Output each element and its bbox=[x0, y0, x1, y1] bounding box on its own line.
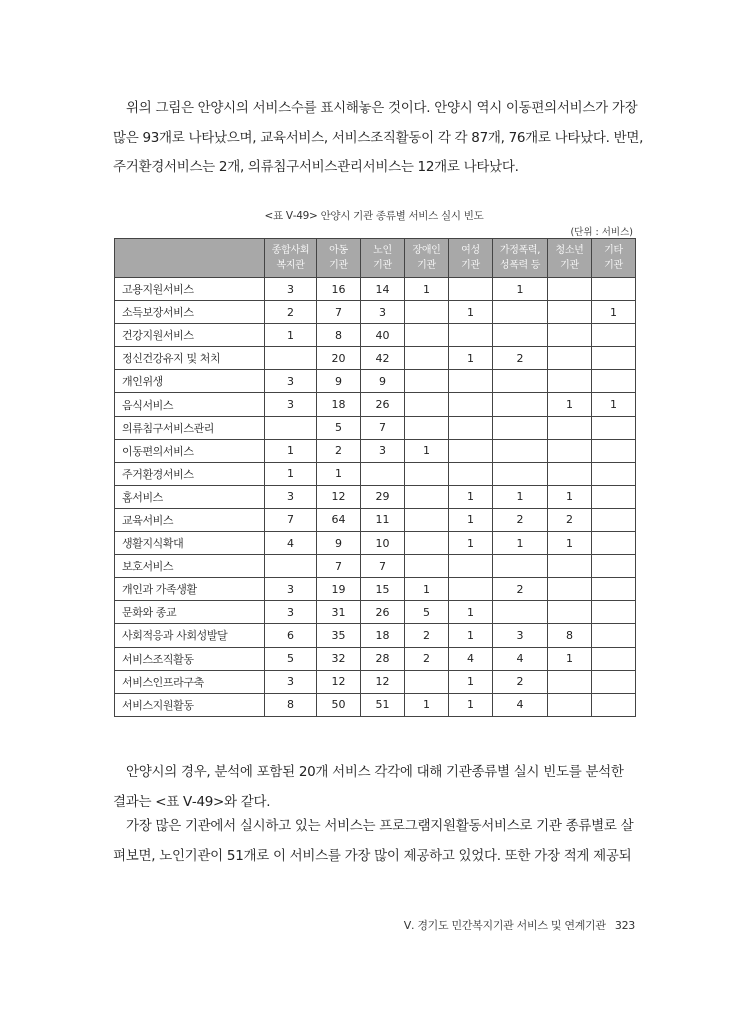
frequency-cell: 9 bbox=[317, 370, 361, 393]
frequency-cell bbox=[548, 693, 592, 716]
table-row bbox=[115, 301, 636, 324]
frequency-cell bbox=[493, 301, 548, 324]
frequency-cell bbox=[449, 324, 493, 347]
frequency-cell: 8 bbox=[265, 693, 317, 716]
frequency-cell: 20 bbox=[317, 347, 361, 370]
service-name-cell: 교육서비스 bbox=[115, 508, 265, 531]
closing-paragraph bbox=[113, 812, 635, 871]
frequency-cell: 1 bbox=[449, 508, 493, 531]
frequency-cell: 1 bbox=[449, 301, 493, 324]
frequency-cell bbox=[405, 370, 449, 393]
analysis-paragraph bbox=[113, 758, 635, 817]
column-header-line: 복지관 bbox=[276, 260, 305, 271]
page-number: 323 bbox=[614, 919, 635, 932]
service-name-cell: 이동편의서비스 bbox=[115, 439, 265, 462]
frequency-cell bbox=[592, 532, 636, 555]
frequency-cell bbox=[592, 278, 636, 301]
frequency-cell: 8 bbox=[317, 324, 361, 347]
frequency-cell: 28 bbox=[361, 647, 405, 670]
frequency-cell bbox=[493, 555, 548, 578]
frequency-cell bbox=[548, 462, 592, 485]
service-name-cell: 개인과 가족생활 bbox=[115, 578, 265, 601]
frequency-cell bbox=[592, 670, 636, 693]
frequency-cell: 18 bbox=[361, 624, 405, 647]
frequency-cell: 1 bbox=[449, 601, 493, 624]
frequency-cell: 7 bbox=[317, 301, 361, 324]
frequency-cell: 1 bbox=[449, 347, 493, 370]
frequency-cell bbox=[592, 601, 636, 624]
table-row bbox=[115, 670, 636, 693]
frequency-cell bbox=[493, 324, 548, 347]
frequency-cell: 3 bbox=[265, 670, 317, 693]
intro-line: 많은 93개로 나타났으며, 교육서비스, 서비스조직활동이 각 각 87개, 76개로 나타났다. 반면, bbox=[113, 129, 644, 146]
frequency-cell bbox=[493, 601, 548, 624]
frequency-cell: 11 bbox=[361, 508, 405, 531]
frequency-cell: 1 bbox=[493, 532, 548, 555]
frequency-cell bbox=[265, 347, 317, 370]
frequency-cell bbox=[405, 416, 449, 439]
frequency-cell bbox=[592, 347, 636, 370]
frequency-cell: 26 bbox=[361, 393, 405, 416]
analysis-line: 안양시의 경우, 분석에 포함된 20개 서비스 각각에 대해 기관종류별 실시 빈도를 분석한 bbox=[126, 764, 624, 780]
frequency-cell: 7 bbox=[361, 555, 405, 578]
frequency-cell: 4 bbox=[449, 647, 493, 670]
column-header-line: 아동 bbox=[329, 245, 348, 256]
frequency-cell: 40 bbox=[361, 324, 405, 347]
frequency-cell: 15 bbox=[361, 578, 405, 601]
frequency-cell bbox=[405, 532, 449, 555]
frequency-cell: 1 bbox=[265, 324, 317, 347]
service-name-cell: 개인위생 bbox=[115, 370, 265, 393]
frequency-cell: 1 bbox=[449, 670, 493, 693]
service-name-cell: 서비스조직활동 bbox=[115, 647, 265, 670]
footer-chapter: Ⅴ. 경기도 민간복지기관 서비스 및 연계기관 bbox=[403, 919, 606, 932]
table-row bbox=[115, 485, 636, 508]
frequency-cell: 1 bbox=[449, 485, 493, 508]
frequency-cell bbox=[493, 462, 548, 485]
frequency-cell bbox=[592, 555, 636, 578]
column-header-line: 기관 bbox=[329, 260, 348, 271]
frequency-cell: 18 bbox=[317, 393, 361, 416]
frequency-cell: 50 bbox=[317, 693, 361, 716]
frequency-cell bbox=[449, 278, 493, 301]
column-header-line: 기관 bbox=[417, 260, 436, 271]
frequency-cell: 5 bbox=[265, 647, 317, 670]
frequency-cell: 1 bbox=[493, 485, 548, 508]
frequency-cell bbox=[548, 370, 592, 393]
frequency-cell bbox=[548, 278, 592, 301]
frequency-cell: 16 bbox=[317, 278, 361, 301]
frequency-cell: 3 bbox=[265, 370, 317, 393]
frequency-cell bbox=[449, 578, 493, 601]
table-header-row bbox=[115, 239, 636, 278]
frequency-cell bbox=[405, 555, 449, 578]
frequency-cell bbox=[405, 670, 449, 693]
frequency-cell bbox=[592, 508, 636, 531]
frequency-cell bbox=[592, 370, 636, 393]
service-name-cell: 문화와 종교 bbox=[115, 601, 265, 624]
frequency-cell bbox=[592, 578, 636, 601]
frequency-cell bbox=[449, 439, 493, 462]
frequency-cell bbox=[493, 370, 548, 393]
service-name-cell: 생활지식확대 bbox=[115, 532, 265, 555]
frequency-cell bbox=[361, 462, 405, 485]
frequency-cell: 2 bbox=[493, 347, 548, 370]
frequency-cell bbox=[592, 462, 636, 485]
table-unit: (단위 : 서비스) bbox=[570, 227, 633, 238]
column-header bbox=[493, 239, 548, 278]
header-blank-cell bbox=[115, 239, 265, 278]
frequency-cell bbox=[405, 508, 449, 531]
frequency-cell bbox=[592, 439, 636, 462]
frequency-cell: 7 bbox=[265, 508, 317, 531]
service-name-cell: 서비스지원활동 bbox=[115, 693, 265, 716]
frequency-cell: 31 bbox=[317, 601, 361, 624]
frequency-cell bbox=[548, 439, 592, 462]
frequency-cell: 3 bbox=[361, 301, 405, 324]
frequency-cell bbox=[548, 416, 592, 439]
frequency-cell: 35 bbox=[317, 624, 361, 647]
table-row bbox=[115, 347, 636, 370]
frequency-cell: 2 bbox=[405, 624, 449, 647]
frequency-cell: 2 bbox=[493, 508, 548, 531]
table-row bbox=[115, 555, 636, 578]
page-footer bbox=[404, 917, 635, 933]
frequency-cell bbox=[548, 347, 592, 370]
frequency-cell: 4 bbox=[265, 532, 317, 555]
table-row bbox=[115, 370, 636, 393]
column-header-line: 기관 bbox=[373, 260, 392, 271]
frequency-cell: 7 bbox=[317, 555, 361, 578]
service-name-cell: 서비스인프라구축 bbox=[115, 670, 265, 693]
frequency-cell: 12 bbox=[317, 485, 361, 508]
frequency-cell bbox=[548, 324, 592, 347]
frequency-cell: 3 bbox=[265, 278, 317, 301]
service-name-cell: 건강지원서비스 bbox=[115, 324, 265, 347]
frequency-cell: 7 bbox=[361, 416, 405, 439]
table-row bbox=[115, 439, 636, 462]
frequency-cell bbox=[548, 301, 592, 324]
frequency-cell bbox=[592, 647, 636, 670]
frequency-cell: 1 bbox=[493, 278, 548, 301]
frequency-cell bbox=[449, 555, 493, 578]
analysis-line: 결과는 <표 Ⅴ-49>와 같다. bbox=[113, 793, 271, 810]
column-header bbox=[405, 239, 449, 278]
frequency-cell bbox=[449, 370, 493, 393]
table-row bbox=[115, 508, 636, 531]
table-row bbox=[115, 324, 636, 347]
frequency-cell: 1 bbox=[265, 439, 317, 462]
frequency-cell: 1 bbox=[592, 301, 636, 324]
table-caption: <표 Ⅴ-49> 안양시 기관 종류별 서비스 실시 빈도 bbox=[264, 210, 484, 222]
frequency-cell: 64 bbox=[317, 508, 361, 531]
frequency-cell: 8 bbox=[548, 624, 592, 647]
column-header bbox=[265, 239, 317, 278]
frequency-cell: 9 bbox=[317, 532, 361, 555]
frequency-cell bbox=[493, 439, 548, 462]
frequency-cell: 1 bbox=[405, 693, 449, 716]
frequency-cell: 1 bbox=[405, 578, 449, 601]
table-row bbox=[115, 532, 636, 555]
intro-paragraph bbox=[113, 94, 644, 183]
frequency-cell: 29 bbox=[361, 485, 405, 508]
frequency-cell: 2 bbox=[265, 301, 317, 324]
frequency-cell: 4 bbox=[493, 693, 548, 716]
column-header-line: 종합사회 bbox=[271, 245, 310, 256]
frequency-cell bbox=[405, 485, 449, 508]
frequency-cell bbox=[548, 578, 592, 601]
frequency-cell: 3 bbox=[265, 393, 317, 416]
frequency-cell: 1 bbox=[317, 462, 361, 485]
frequency-cell bbox=[405, 393, 449, 416]
table-row bbox=[115, 416, 636, 439]
intro-line: 주거환경서비스는 2개, 의류침구서비스관리서비스는 12개로 나타났다. bbox=[113, 159, 519, 175]
frequency-cell: 42 bbox=[361, 347, 405, 370]
column-header-line: 청소년 bbox=[555, 245, 584, 256]
column-header-line: 기관 bbox=[461, 260, 480, 271]
service-name-cell: 음식서비스 bbox=[115, 393, 265, 416]
frequency-cell bbox=[548, 670, 592, 693]
frequency-cell: 2 bbox=[405, 647, 449, 670]
frequency-cell bbox=[405, 462, 449, 485]
frequency-cell bbox=[449, 416, 493, 439]
frequency-cell: 10 bbox=[361, 532, 405, 555]
closing-line: 펴보면, 노인기관이 51개로 이 서비스를 가장 많이 제공하고 있었다. 또한 가장 적게 제공되 bbox=[113, 847, 632, 864]
table-row bbox=[115, 578, 636, 601]
column-header-line: 기관 bbox=[560, 260, 579, 271]
frequency-cell: 1 bbox=[449, 693, 493, 716]
column-header-line: 기타 bbox=[604, 245, 623, 256]
column-header-line: 장애인 bbox=[412, 245, 441, 256]
frequency-cell: 32 bbox=[317, 647, 361, 670]
column-header-line: 성폭력 등 bbox=[499, 260, 541, 271]
service-name-cell: 홈서비스 bbox=[115, 485, 265, 508]
frequency-cell: 14 bbox=[361, 278, 405, 301]
column-header-line: 노인 bbox=[373, 245, 392, 256]
frequency-cell: 2 bbox=[493, 670, 548, 693]
frequency-cell bbox=[592, 485, 636, 508]
column-header bbox=[449, 239, 493, 278]
frequency-cell: 2 bbox=[317, 439, 361, 462]
service-name-cell: 정신건강유지 및 처치 bbox=[115, 347, 265, 370]
frequency-cell bbox=[265, 555, 317, 578]
frequency-cell: 1 bbox=[449, 532, 493, 555]
column-header bbox=[592, 239, 636, 278]
column-header bbox=[548, 239, 592, 278]
frequency-cell: 5 bbox=[317, 416, 361, 439]
frequency-cell: 1 bbox=[265, 462, 317, 485]
frequency-cell: 1 bbox=[592, 393, 636, 416]
frequency-cell: 5 bbox=[405, 601, 449, 624]
service-name-cell: 보호서비스 bbox=[115, 555, 265, 578]
frequency-cell: 1 bbox=[548, 647, 592, 670]
frequency-cell bbox=[449, 393, 493, 416]
table-row bbox=[115, 647, 636, 670]
frequency-cell: 12 bbox=[317, 670, 361, 693]
frequency-cell bbox=[592, 624, 636, 647]
frequency-cell: 2 bbox=[493, 578, 548, 601]
intro-line: 위의 그림은 안양시의 서비스수를 표시해놓은 것이다. 안양시 역시 이동편의서비스가 가장 bbox=[126, 100, 638, 116]
frequency-cell bbox=[405, 324, 449, 347]
frequency-cell bbox=[405, 347, 449, 370]
frequency-cell: 26 bbox=[361, 601, 405, 624]
service-name-cell: 주거환경서비스 bbox=[115, 462, 265, 485]
frequency-cell: 4 bbox=[493, 647, 548, 670]
frequency-cell: 3 bbox=[361, 439, 405, 462]
frequency-cell: 1 bbox=[405, 278, 449, 301]
frequency-cell: 1 bbox=[449, 624, 493, 647]
frequency-cell: 3 bbox=[265, 601, 317, 624]
frequency-cell: 9 bbox=[361, 370, 405, 393]
frequency-cell bbox=[592, 693, 636, 716]
frequency-cell: 12 bbox=[361, 670, 405, 693]
table-row bbox=[115, 693, 636, 716]
frequency-cell: 6 bbox=[265, 624, 317, 647]
frequency-cell bbox=[493, 393, 548, 416]
frequency-cell bbox=[548, 601, 592, 624]
table-row bbox=[115, 393, 636, 416]
frequency-cell: 3 bbox=[265, 485, 317, 508]
column-header bbox=[361, 239, 405, 278]
frequency-cell: 3 bbox=[265, 578, 317, 601]
service-frequency-table bbox=[114, 238, 636, 717]
frequency-cell: 1 bbox=[548, 393, 592, 416]
frequency-cell: 19 bbox=[317, 578, 361, 601]
service-name-cell: 고용지원서비스 bbox=[115, 278, 265, 301]
frequency-cell: 1 bbox=[548, 532, 592, 555]
closing-line: 가장 많은 기관에서 실시하고 있는 서비스는 프로그램지원활동서비스로 기관 종류별로 살 bbox=[126, 818, 634, 834]
frequency-cell: 2 bbox=[548, 508, 592, 531]
frequency-cell bbox=[405, 301, 449, 324]
table-row bbox=[115, 601, 636, 624]
column-header bbox=[317, 239, 361, 278]
service-name-cell: 소득보장서비스 bbox=[115, 301, 265, 324]
frequency-cell: 51 bbox=[361, 693, 405, 716]
column-header-line: 가정폭력, bbox=[499, 245, 541, 256]
column-header-line: 여성 bbox=[461, 245, 480, 256]
table-row bbox=[115, 624, 636, 647]
frequency-cell: 1 bbox=[548, 485, 592, 508]
table-row bbox=[115, 462, 636, 485]
frequency-cell bbox=[449, 462, 493, 485]
frequency-cell: 1 bbox=[405, 439, 449, 462]
frequency-cell bbox=[548, 555, 592, 578]
column-header-line: 기관 bbox=[604, 260, 623, 271]
table-row bbox=[115, 278, 636, 301]
frequency-cell: 3 bbox=[493, 624, 548, 647]
frequency-cell bbox=[592, 324, 636, 347]
frequency-cell bbox=[592, 416, 636, 439]
service-name-cell: 의류침구서비스관리 bbox=[115, 416, 265, 439]
frequency-cell bbox=[493, 416, 548, 439]
frequency-cell bbox=[265, 416, 317, 439]
service-name-cell: 사회적응과 사회성발달 bbox=[115, 624, 265, 647]
